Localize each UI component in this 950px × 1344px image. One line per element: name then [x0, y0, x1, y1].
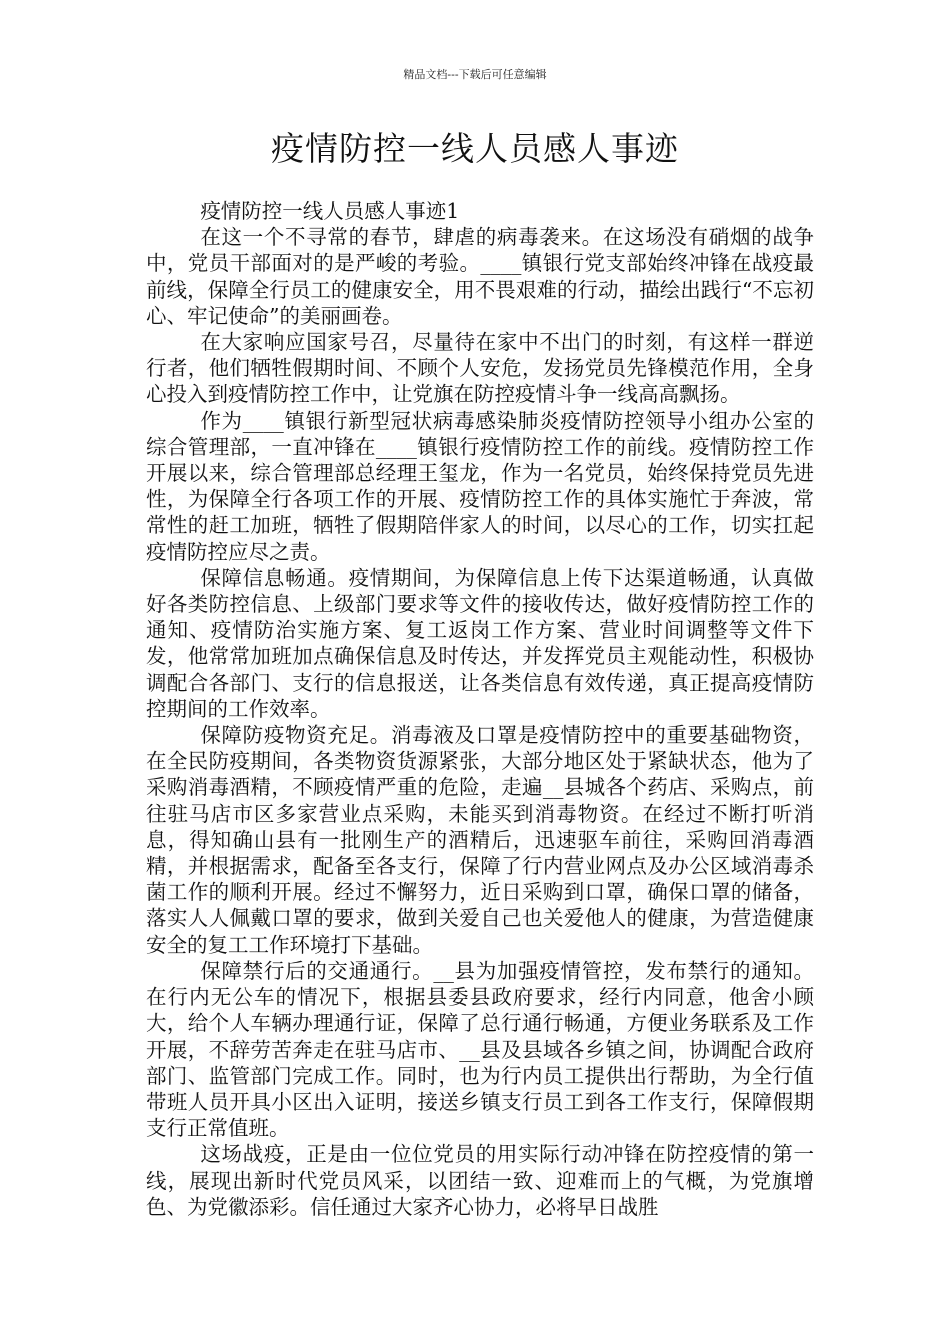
paragraph: 保障信息畅通。疫情期间，为保障信息上传下达渠道畅通，认真做好各类防控信息、上级部门要求等文件的接收传达，做好疫情防控工作的通知、疫情防治实施方案、复工返岗工作方案、营业时间调整等文件下发，他常常加班加点确保信息及时传达，并发挥党员主观能动性，积极协调配合各部门、支行的信息报送，让各类信息有效传递，真正提高疫情防控期间的工作效率。 [146, 565, 814, 721]
paragraph: 作为____镇银行新型冠状病毒感染肺炎疫情防控领导小组办公室的综合管理部，一直冲锋在____镇银行疫情防控工作的前线。疫情防控工作开展以来，综合管理部总经理王玺龙，作为一名党员，始终保持党员先进性，为保障全行各项工作的开展、疫情防控工作的具体实施忙于奔波，常常性的赶工加班，牺牲了假期陪伴家人的时间，以尽心的工作，切实扛起疫情防控应尽之责。 [146, 408, 814, 564]
paragraph: 在这一个不寻常的春节，肆虐的病毒袭来。在这场没有硝烟的战争中，党员干部面对的是严峻的考验。____镇银行党支部始终冲锋在战疫最前线，保障全行员工的健康安全，用不畏艰难的行动，描绘出践行“不忘初心、牢记使命”的美丽画卷。 [146, 225, 814, 328]
paragraph: 这场战疫，正是由一位位党员的用实际行动冲锋在防控疫情的第一线，展现出新时代党员风采，以团结一致、迎难而上的气概，为党旗增色、为党徽添彩。信任通过大家齐心协力，必将早日战胜 [146, 1142, 814, 1219]
paragraph: 保障禁行后的交通通行。__县为加强疫情管控，发布禁行的通知。在行内无公车的情况下，根据县委县政府要求，经行内同意，他舍小顾大，给个人车辆办理通行证，保障了总行通行畅通，方便业务联系及工作开展，不辞劳苦奔走在驻马店市、__县及县域各乡镇之间，协调配合政府部门、监管部门完成工作。同时，也为行内员工提供出行帮助，为全行值带班人员开具小区出入证明，接送乡镇支行员工到各工作支行，保障假期支行正常值班。 [146, 958, 814, 1141]
header-note: 精品文档---下载后可任意编辑 [403, 68, 547, 81]
document-body [146, 198, 814, 1220]
paragraph: 在大家响应国家号召，尽量待在家中不出门的时刻，有这样一群逆行者，他们牺牲假期时间、不顾个人安危，发扬党员先锋模范作用，全身心投入到疫情防控工作中，让党旗在防控疫情斗争一线高高飘扬。 [146, 330, 814, 407]
section-subtitle: 疫情防控一线人员感人事迹1 [200, 199, 460, 223]
paragraph: 保障防疫物资充足。消毒液及口罩是疫情防控中的重要基础物资，在全民防疫期间，各类物资货源紧张，大部分地区处于紧缺状态，他为了采购消毒酒精，不顾疫情严重的危险，走遍__县城各个药店、采购点，前往驻马店市区多家营业点采购，未能买到消毒物资。在经过不断打听消息，得知确山县有一批刚生产的酒精后，迅速驱车前往，采购回消毒酒精，并根据需求，配备至各支行，保障了行内营业网点及办公区域消毒杀菌工作的顺利开展。经过不懈努力，近日采购到口罩，确保口罩的储备，落实人人佩戴口罩的要求，做到关爱自己也关爱他人的健康，为营造健康安全的复工工作环境打下基础。 [146, 723, 814, 957]
document-title: 疫情防控一线人员感人事迹 [271, 129, 679, 168]
